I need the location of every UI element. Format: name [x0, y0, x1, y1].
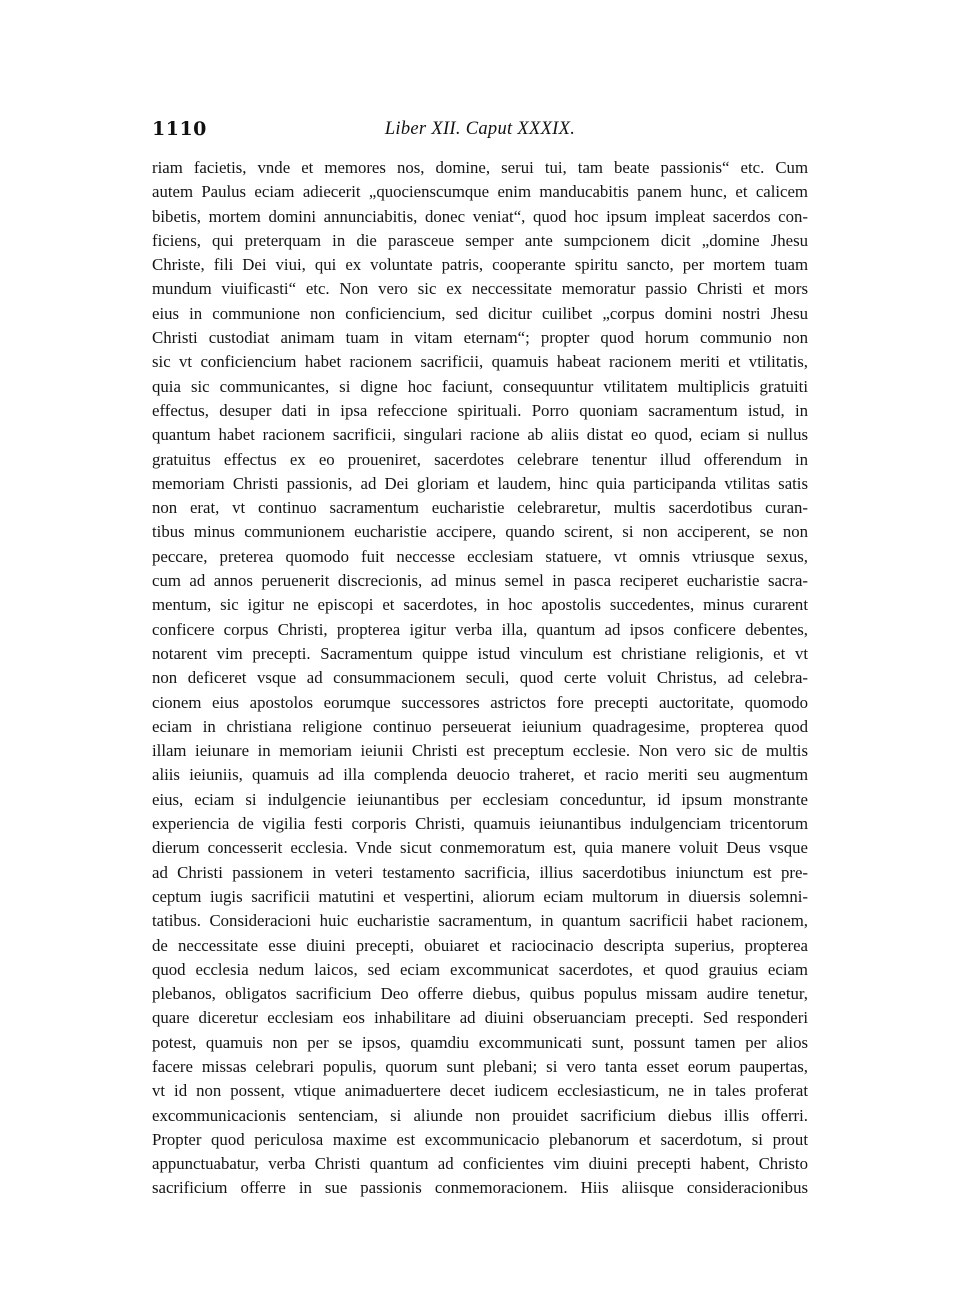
text-line: riam facietis, vnde et memores nos, domine, serui tui, tam beate passionis“ etc. Cum	[152, 158, 808, 177]
text-line: aliis ieiuniis, quamuis ad illa complenda deuocio traheret, et racio meriti seu augmentum	[152, 765, 808, 785]
text-line: illam ieiunare in memoriam ieiunii Christi est preceptum ecclesie. Non vero sic de multis	[152, 741, 808, 761]
text-line: gratuitus effectus ex eo proueniret, sacerdotes celebrare tenentur illud offerendum in	[152, 449, 808, 469]
running-title: Liber XII. Caput XXXIX.	[384, 119, 576, 139]
text-line: eius in communione non conficiencium, sed dicitur cuilibet „corpus domini nostri Jhesu	[152, 303, 808, 323]
text-line: mentum, sic igitur ne episcopi et sacerdotes, in hoc apostolis succedentes, minus curarent	[152, 595, 808, 615]
text-line: peccare, preterea quomodo fuit neccesse ecclesiam statuere, vt omnis vtriusque sexus,	[152, 546, 808, 566]
text-line: memoriam Christi passionis, ad Dei gloriam et laudem, hinc quia participanda vtilitas satis	[152, 473, 808, 493]
body-text	[152, 156, 808, 1201]
text-line: notarent vim precepti. Sacramentum quippe istud vinculum est christiane religionis, et vt	[152, 643, 808, 663]
text-line: tatibus. Consideracioni huic eucharistie sacramentum, in quantum sacrificii habet racionem,	[152, 911, 808, 931]
text-line: Christi custodiat animam tuam in vitam eternam“; propter quod horum communio non	[152, 328, 808, 348]
text-line: ad Christi passionem in veteri testamento sacrificia, illius sacerdotibus iniunctum est pre-	[152, 862, 808, 882]
text-line: tibus minus communionem eucharistie accipere, quando scirent, si non acciperent, se non	[152, 522, 808, 542]
text-line: effectus, desuper dati in ipsa refeccione spirituali. Porro quoniam sacramentum istud, in	[152, 400, 808, 420]
page-number: 1110	[152, 118, 207, 140]
text-line: potest, quamuis non per se ipsos, quamdiu excommunicati sunt, possunt tamen per alios	[152, 1032, 808, 1052]
text-line: ceptum iugis sacrificii matutini et vespertini, aliorum eciam multorum in diuersis solemni-	[152, 886, 808, 906]
text-line: sacrificium offerre in sue passionis conmemoracionem. Hiis aliisque consideracionibus	[152, 1178, 808, 1198]
text-line: de neccessitate esse diuini precepti, obuiaret et raciocinacio descripta superius, propterea	[152, 935, 808, 955]
text-line: eciam in christiana religione continuo perseuerat ieiunium quadragesime, propterea quod	[152, 716, 808, 736]
text-line: non erat, vt continuo sacramentum eucharistie celebraretur, multis sacerdotibus curan-	[152, 498, 808, 518]
page-header	[152, 118, 808, 144]
text-line: mundum viuificasti“ etc. Non vero sic ex neccessitate memoratur passio Christi et mors	[152, 279, 808, 299]
text-line: non deficeret vsque ad consummacionem seculi, quod certe voluit Christus, ad celebra-	[152, 668, 808, 688]
text-line: conficere corpus Christi, propterea igitur verba illa, quantum ad ipsos conficere debentes,	[152, 619, 808, 639]
text-line: sic vt conficiencium habet racionem sacrificii, quamuis habeat racionem meriti et vtilitatis,	[152, 352, 808, 372]
text-line: quantum habet racionem sacrificii, singulari racione ab aliis distat eo quod, eciam si nullus	[152, 425, 808, 445]
text-line: facere missas celebrari populis, quorum sunt plebani; si vero tanta esset eorum paupertas,	[152, 1056, 808, 1076]
text-line: cionem eius apostolos eorumque successores astrictos fore precepti auctoritate, quomodo	[152, 692, 808, 712]
text-line: bibetis, mortem domini annunciabitis, donec veniat“, quod hoc ipsum impleat sacerdos con-	[152, 206, 808, 226]
text-line: Propter quod periculosa maxime est excommunicacio plebanorum et sacerdotum, si prout	[152, 1129, 808, 1149]
text-line: excommunicacionis sentenciam, si aliunde non prouidet sacrificium diebus illis offerri.	[152, 1105, 808, 1125]
text-line: quia sic communicantes, si digne hoc faciunt, consequuntur vtilitatem multiplicis gratuiti	[152, 376, 808, 396]
text-line: quare diceretur ecclesiam eos inhabilitare ad diuini obseruanciam precepti. Sed responderi	[152, 1008, 808, 1028]
text-line: appunctuabatur, verba Christi quantum ad conficientes vim diuini precepti habent, Christo	[152, 1154, 808, 1174]
text-line: plebanos, obligatos sacrificium Deo offerre diebus, quibus populus missam audire tenetur,	[152, 984, 808, 1004]
text-line: quod ecclesia nedum laicos, sed eciam excommunicat sacerdotes, et quod grauius eciam	[152, 959, 808, 979]
text-line: dierum concesserit ecclesia. Vnde sicut conmemoratum est, quia manere voluit Deus vsque	[152, 838, 808, 858]
text-line: vt id non possent, vtique animaduertere decet iudicem ecclesiasticum, ne in tales proferat	[152, 1081, 808, 1101]
text-line: ficiens, qui preterquam in die parasceue semper ante sumpcionem dicit „domine Jhesu	[152, 230, 808, 250]
text-line: Christe, fili Dei viui, qui ex voluntate patris, cooperante spiritu sancto, per mortem tuam	[152, 255, 808, 275]
text-line: experiencia de vigilia festi corporis Christi, quamuis ieiunantibus indulgenciam tricentorum	[152, 814, 808, 834]
text-line: eius, eciam si indulgencie ieiunantibus per ecclesiam conceduntur, id ipsum monstrante	[152, 789, 808, 809]
text-line: autem Paulus eciam adiecerit „quocienscumque enim manducabitis panem hunc, et calicem	[152, 182, 808, 202]
text-line: cum ad annos peruenerit discrecionis, ad minus semel in pasca reciperet eucharistie sacra-	[152, 571, 808, 591]
